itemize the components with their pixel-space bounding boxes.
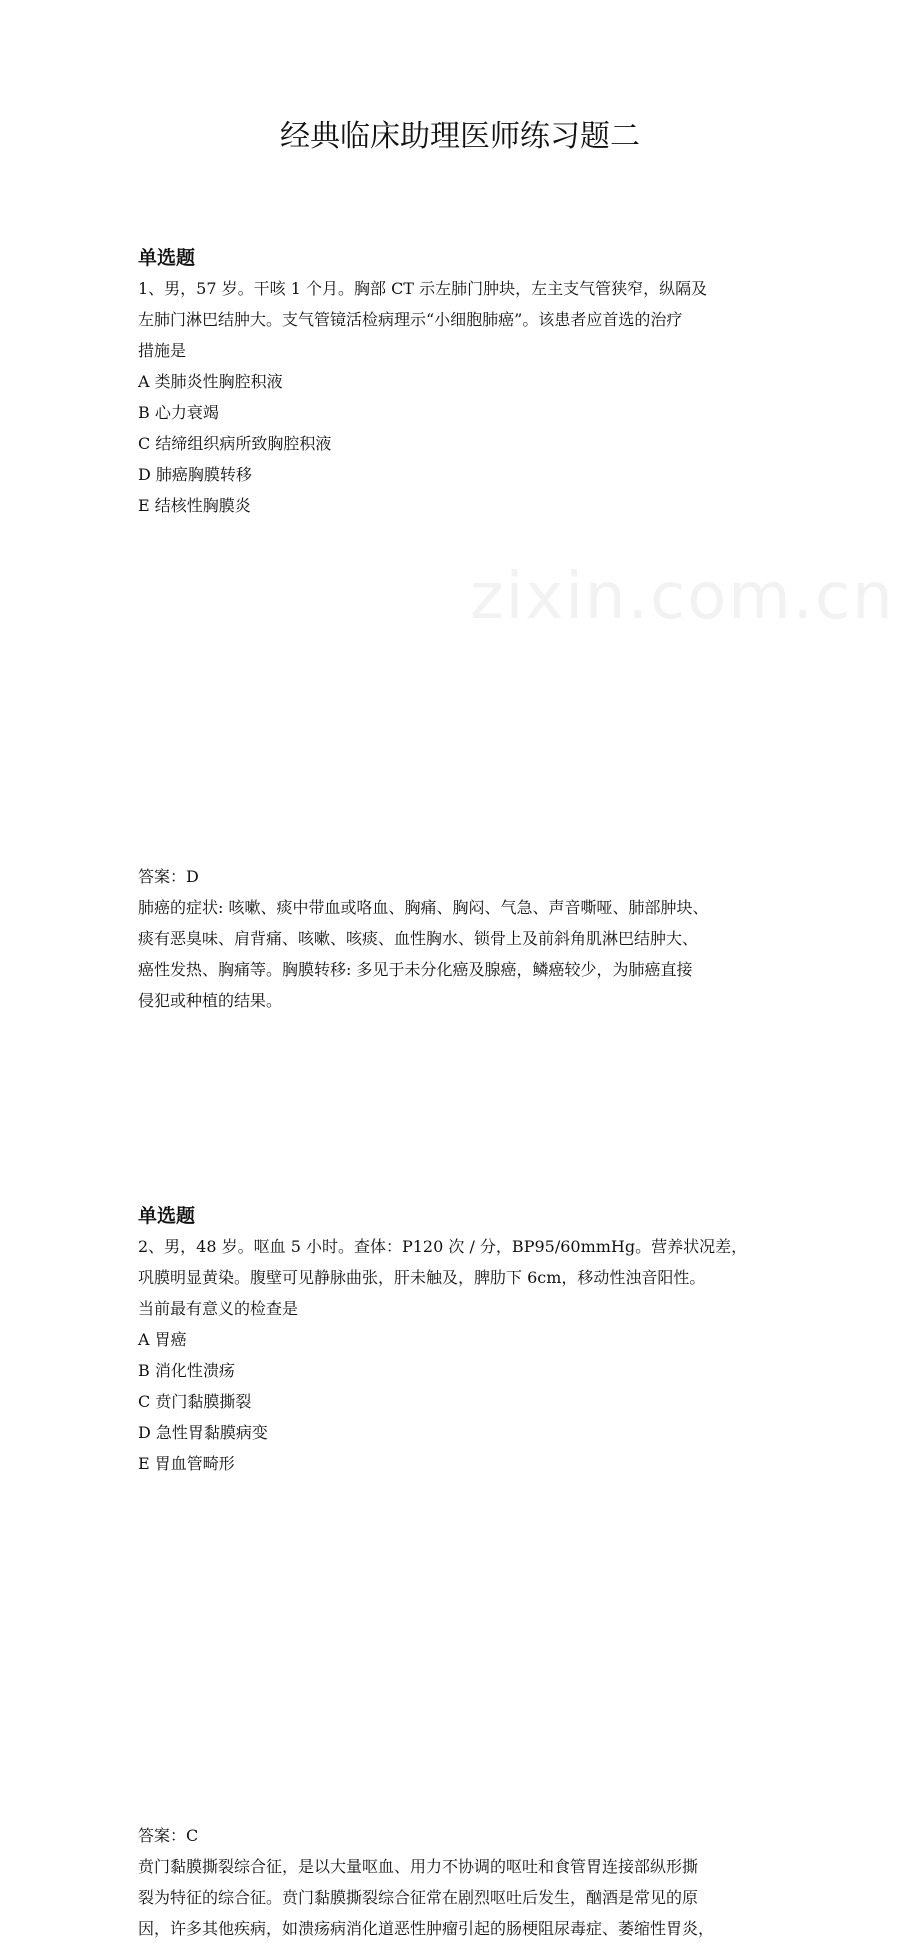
answer-1	[138, 861, 798, 1016]
option-e: E 结核性胸膜炎	[138, 496, 251, 515]
explanation-line: 肺癌的症状: 咳嗽、痰中带血或咯血、胸痛、胸闷、气急、声音嘶哑、肺部肿块、	[138, 898, 709, 917]
question-1	[138, 243, 798, 521]
option-a: A 类肺炎性胸腔积液	[138, 372, 283, 391]
explanation-line: 痰有恶臭味、肩背痛、咳嗽、咳痰、血性胸水、锁骨上及前斜角肌淋巴结肿大、	[138, 929, 699, 948]
question-stem-line: 2、男，48 岁。呕血 5 小时。查体：P120 次 / 分，BP95/60mmHg。营养状况差，	[138, 1237, 748, 1256]
option-b: B 消化性溃疡	[138, 1361, 235, 1380]
option-b: B 心力衰竭	[138, 403, 219, 422]
question-stem-line: 当前最有意义的检查是	[138, 1299, 299, 1318]
explanation-line: 裂为特征的综合征。贲门黏膜撕裂综合征常在剧烈呕吐后发生，酗酒是常见的原	[138, 1888, 699, 1907]
question-stem-line: 左肺门淋巴结肿大。支气管镜活检病理示“小细胞肺癌”。该患者应首选的治疗	[138, 310, 683, 329]
answer-2	[138, 1820, 798, 1944]
option-e: E 胃血管畸形	[138, 1454, 235, 1473]
explanation-line: 侵犯或种植的结果。	[138, 991, 283, 1010]
answer-label: 答案：D	[138, 867, 199, 886]
explanation-line: 贲门黏膜撕裂综合征，是以大量呕血、用力不协调的呕吐和食管胃连接部纵形撕	[138, 1857, 699, 1876]
question-stem-line: 巩膜明显黄染。腹壁可见静脉曲张，肝未触及，脾肋下 6cm，移动性浊音阳性。	[138, 1268, 706, 1287]
question-type-heading: 单选题	[138, 247, 196, 269]
option-d: D 肺癌胸膜转移	[138, 465, 252, 484]
question-2	[138, 1201, 798, 1479]
question-type-heading: 单选题	[138, 1205, 196, 1227]
answer-label: 答案：C	[138, 1826, 199, 1845]
explanation-line: 因，许多其他疾病，如溃疡病消化道恶性肿瘤引起的肠梗阻尿毒症、萎缩性胃炎，	[138, 1919, 715, 1938]
page-title: 经典临床助理医师练习题二	[280, 119, 640, 154]
option-c: C 贲门黏膜撕裂	[138, 1392, 252, 1411]
option-c: C 结缔组织病所致胸腔积液	[138, 434, 332, 453]
option-d: D 急性胃黏膜病变	[138, 1423, 268, 1442]
question-stem-line: 1、男，57 岁。干咳 1 个月。胸部 CT 示左肺门肿块，左主支气管狭窄，纵隔及	[138, 279, 708, 298]
explanation-line: 癌性发热、胸痛等。胸膜转移: 多见于未分化癌及腺癌，鳞癌较少，为肺癌直接	[138, 960, 693, 979]
option-a: A 胃癌	[138, 1330, 187, 1349]
watermark: zixin.com.cn	[470, 560, 895, 634]
question-stem-line: 措施是	[138, 341, 187, 360]
